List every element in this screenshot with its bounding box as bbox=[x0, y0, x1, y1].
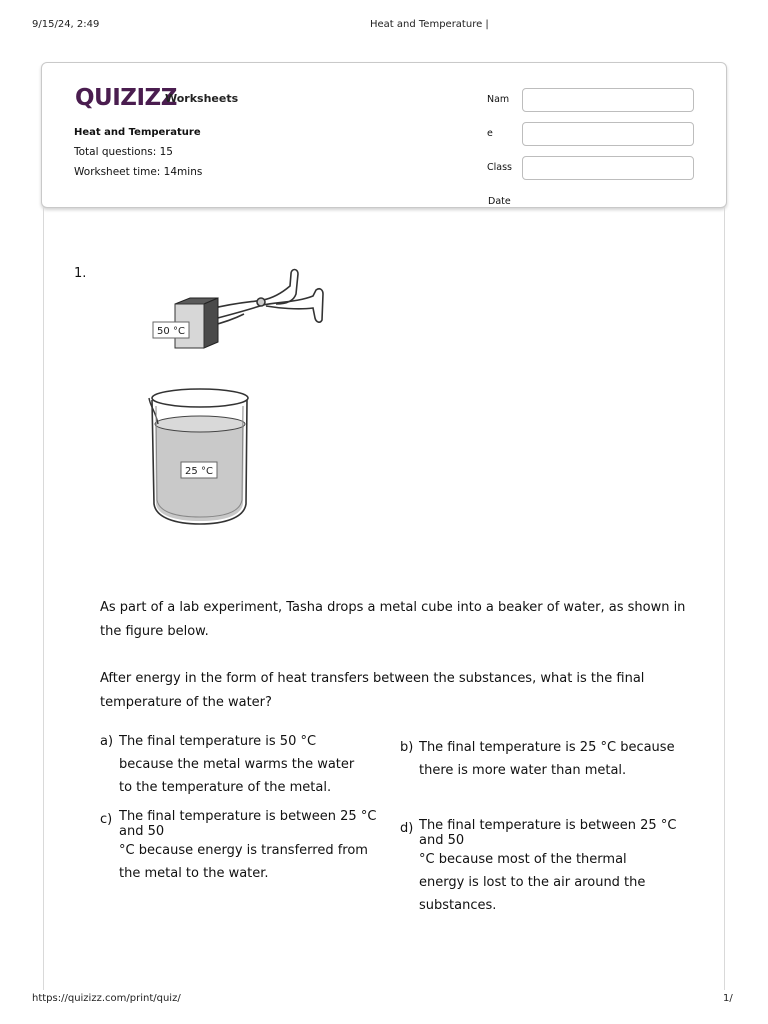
class-label: Class bbox=[487, 162, 512, 173]
tongs-cube-figure bbox=[148, 262, 333, 357]
print-page-number: 1/ bbox=[723, 993, 733, 1004]
option-a-line-1: The final temperature is 50 °C bbox=[119, 734, 317, 749]
option-b-letter: b) bbox=[400, 740, 414, 755]
name-label-part2: e bbox=[487, 128, 493, 139]
logo-subtitle: Worksheets bbox=[165, 92, 239, 105]
question-paragraph-2-line-2: temperature of the water? bbox=[100, 695, 272, 710]
question-paragraph-1-line-1: As part of a lab experiment, Tasha drops a metal cube into a beaker of water, as shown in bbox=[100, 600, 686, 615]
option-c-letter: c) bbox=[100, 812, 113, 827]
option-d-line-1: The final temperature is between 25 °C bbox=[419, 818, 677, 833]
date-label: Date bbox=[488, 196, 511, 207]
water-temp-label: 25 °C bbox=[185, 466, 213, 477]
option-d[interactable] bbox=[400, 817, 710, 927]
option-d-line-5: substances. bbox=[419, 898, 497, 913]
beaker-figure bbox=[146, 384, 256, 526]
total-questions: Total questions: 15 bbox=[74, 146, 173, 158]
question-paragraph-2-line-1: After energy in the form of heat transfers between the substances, what is the final bbox=[100, 671, 645, 686]
option-d-line-4: energy is lost to the air around the bbox=[419, 875, 646, 890]
class-field[interactable] bbox=[522, 156, 694, 180]
option-a-line-2: because the metal warms the water bbox=[119, 757, 355, 772]
content-border-left bbox=[43, 207, 44, 990]
question-paragraph-1 bbox=[100, 596, 710, 644]
option-a-line-3: to the temperature of the metal. bbox=[119, 780, 332, 795]
beaker-icon bbox=[149, 389, 248, 524]
option-b[interactable] bbox=[400, 736, 710, 784]
option-b-line-2: there is more water than metal. bbox=[419, 763, 627, 778]
option-d-letter: d) bbox=[400, 821, 414, 836]
option-c-line-2: and 50 bbox=[119, 824, 165, 839]
print-url: https://quizizz.com/print/quiz/ bbox=[32, 993, 181, 1004]
print-datetime: 9/15/24, 2:49 bbox=[32, 19, 100, 30]
cube-temp-label: 50 °C bbox=[157, 326, 185, 337]
option-a[interactable] bbox=[100, 730, 390, 800]
worksheet-header-card bbox=[41, 62, 727, 208]
option-c-line-1: The final temperature is between 25 °C bbox=[119, 809, 377, 824]
worksheet-title: Heat and Temperature bbox=[74, 127, 201, 138]
option-c[interactable] bbox=[100, 808, 390, 894]
option-c-line-3: °C because energy is transferred from bbox=[119, 843, 368, 858]
option-d-line-2: and 50 bbox=[419, 833, 465, 848]
question-paragraph-2 bbox=[100, 667, 710, 715]
print-title: Heat and Temperature | bbox=[370, 19, 489, 30]
question-paragraph-1-line-2: the figure below. bbox=[100, 624, 209, 639]
question-number: 1. bbox=[74, 266, 87, 281]
option-d-line-3: °C because most of the thermal bbox=[419, 852, 627, 867]
worksheet-time: Worksheet time: 14mins bbox=[74, 166, 203, 178]
option-b-line-1: The final temperature is 25 °C because bbox=[419, 740, 675, 755]
name-field-2[interactable] bbox=[522, 122, 694, 146]
tongs-icon bbox=[210, 270, 323, 327]
content-border-right bbox=[724, 207, 725, 990]
option-a-letter: a) bbox=[100, 734, 114, 749]
name-label-part1: Nam bbox=[487, 94, 510, 105]
quizizz-logo: QUIZIZZ bbox=[75, 85, 177, 111]
option-c-line-4: the metal to the water. bbox=[119, 866, 269, 881]
name-field[interactable] bbox=[522, 88, 694, 112]
